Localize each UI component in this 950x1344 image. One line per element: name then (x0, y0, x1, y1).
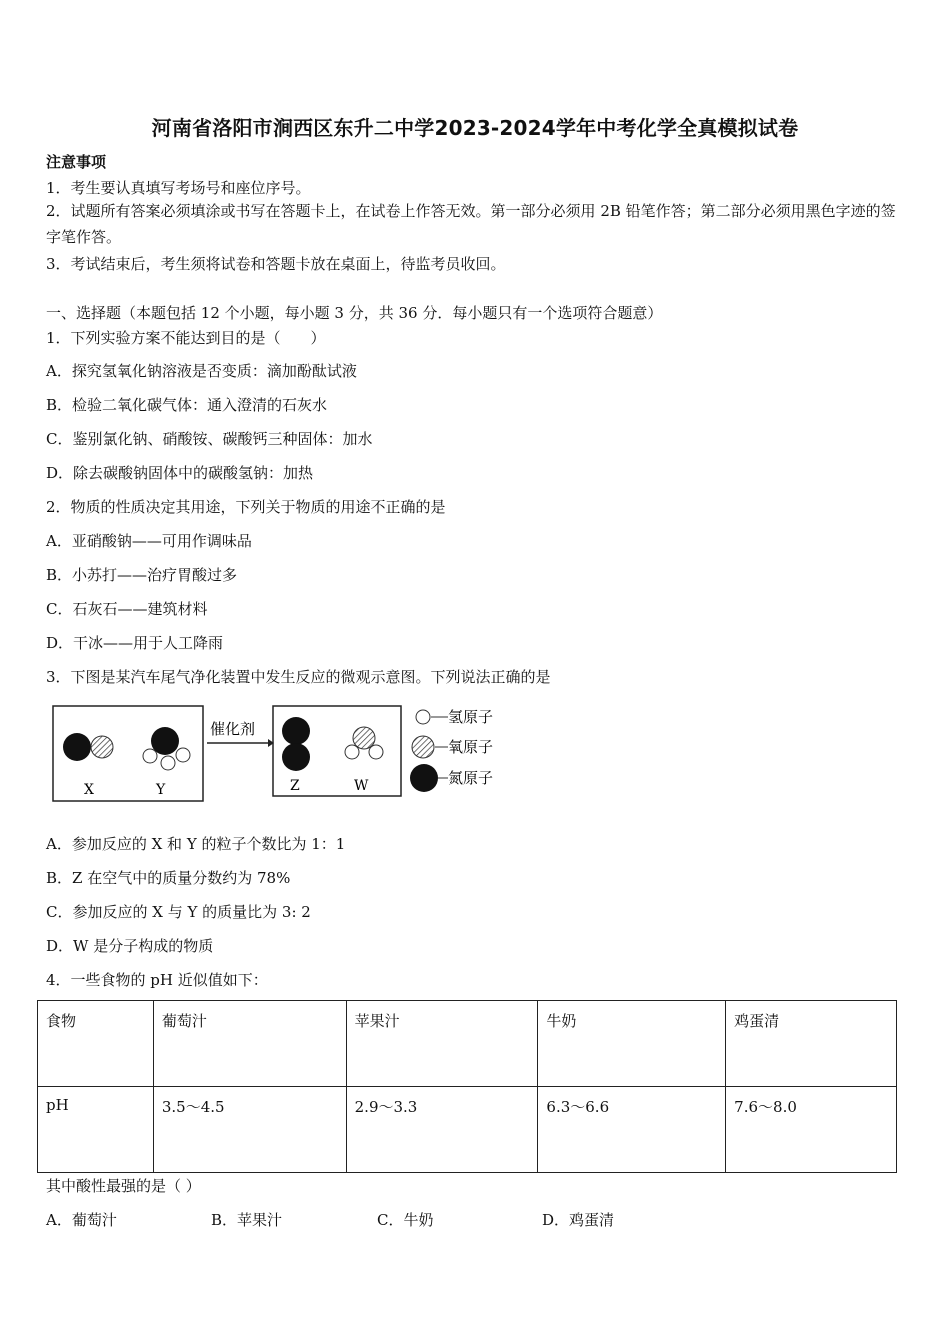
question-4-option-b: B．苹果汁 (211, 1211, 283, 1229)
question-3-stem: 3．下图是某汽车尾气净化装置中发生反应的微观示意图。下列说法正确的是 (46, 668, 551, 686)
question-1-option-a: A．探究氢氧化钠溶液是否变质：滴加酚酞试液 (46, 362, 357, 380)
legend-hydrogen-label: 氢原子 (448, 708, 494, 726)
question-4-option-d: D．鸡蛋清 (542, 1211, 615, 1229)
table-header-cell: 鸡蛋清 (726, 1001, 897, 1087)
table-cell: 2.9～3.3 (346, 1087, 538, 1173)
question-4-option-c: C．牛奶 (377, 1211, 434, 1229)
label-y: Y (156, 782, 166, 798)
question-1-option-c: C．鉴别氯化钠、硝酸铵、碳酸钙三种固体：加水 (46, 430, 373, 448)
molecule-z (282, 717, 310, 771)
legend-nitrogen (410, 764, 493, 792)
question-4-question: 其中酸性最强的是（ ） (46, 1177, 201, 1195)
table-cell: 6.3～6.6 (538, 1087, 726, 1173)
question-2-option-d: D．干冰——用于人工降雨 (46, 634, 224, 652)
molecule-w (345, 727, 383, 759)
notice-heading: 注意事项 (46, 153, 107, 171)
question-1-stem: 1．下列实验方案不能达到目的是（ ） (46, 329, 326, 347)
question-4-option-a: A．葡萄汁 (46, 1211, 117, 1229)
ph-table (37, 1000, 897, 1173)
catalyst-label: 催化剂 (210, 720, 256, 738)
question-3-option-c: C．参加反应的 X 与 Y 的质量比为 3: 2 (46, 903, 311, 921)
label-x: X (84, 782, 94, 798)
question-3-option-d: D．W 是分子构成的物质 (46, 937, 214, 955)
table-header-cell: 葡萄汁 (153, 1001, 346, 1087)
label-z: Z (290, 778, 300, 794)
question-3-option-a: A．参加反应的 X 和 Y 的粒子个数比为 1：1 (46, 835, 346, 853)
notice-item-3: 3．考试结束后，考生须将试卷和答题卡放在桌面上，待监考员收回。 (46, 255, 506, 273)
question-2-stem: 2．物质的性质决定其用途，下列关于物质的用途不正确的是 (46, 498, 446, 516)
question-2-option-c: C．石灰石——建筑材料 (46, 600, 208, 618)
table-cell: 7.6～8.0 (726, 1087, 897, 1173)
table-header-cell: 食物 (38, 1001, 154, 1087)
table-header-cell: 苹果汁 (346, 1001, 538, 1087)
question-1-option-b: B．检验二氧化碳气体：通入澄清的石灰水 (46, 396, 328, 414)
question-4-stem: 4．一些食物的 pH 近似值如下： (46, 971, 268, 989)
notice-item-1: 1．考生要认真填写考场号和座位序号。 (46, 179, 311, 197)
table-header-cell: 牛奶 (538, 1001, 726, 1087)
page-title: 河南省洛阳市涧西区东升二中学2023-2024学年中考化学全真模拟试卷 (151, 116, 799, 140)
reaction-diagram (50, 703, 520, 803)
molecule-x (63, 733, 113, 761)
question-3-option-b: B．Z 在空气中的质量分数约为 78% (46, 869, 291, 887)
legend-hydrogen (416, 708, 493, 726)
table-cell: 3.5～4.5 (153, 1087, 346, 1173)
question-2-option-a: A．亚硝酸钠——可用作调味品 (46, 532, 252, 550)
question-1-option-d: D．除去碳酸钠固体中的碳酸氢钠：加热 (46, 464, 314, 482)
table-row (38, 1087, 897, 1173)
section-heading: 一、选择题（本题包括 12 个小题，每小题 3 分，共 36 分．每小题只有一个选项符合题意） (46, 304, 663, 322)
legend-nitrogen-label: 氮原子 (448, 769, 494, 787)
molecule-y (143, 727, 190, 770)
label-w: W (354, 778, 369, 794)
legend-oxygen-label: 氧原子 (448, 738, 494, 756)
table-cell: pH (38, 1087, 154, 1173)
legend-oxygen (412, 736, 493, 758)
notice-item-2: 2．试题所有答案必须填涂或书写在答题卡上，在试卷上作答无效。第一部分必须用 2B 铅笔作答；第二部分必须用黑色字迹的签字笔作答。 (46, 202, 896, 246)
table-row (38, 1001, 897, 1087)
question-2-option-b: B．小苏打——治疗胃酸过多 (46, 566, 238, 584)
